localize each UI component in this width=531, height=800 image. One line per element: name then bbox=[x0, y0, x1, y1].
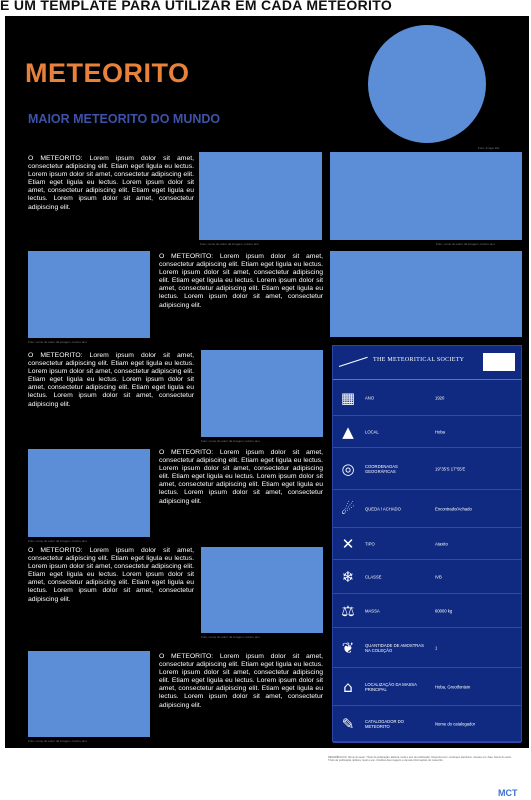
info-label: LOCAL bbox=[365, 429, 379, 434]
info-row bbox=[333, 448, 521, 490]
globe-icon: ◎ bbox=[341, 459, 355, 478]
image-placeholder bbox=[201, 547, 323, 633]
info-label: QUEDA / ACHADO bbox=[365, 506, 401, 511]
info-label: CLASSE bbox=[365, 574, 382, 579]
footer-references: REFERÊNCIAS: Nome do autor. Título da publicação. Editora, local e ano de publicação. Disponível em: endereço eletrônico. Acesso em: data. Nome do autor. Título da publicação. Editora, local e ano. Créditos das imagens e demais informações do meteorito. bbox=[328, 756, 512, 763]
image-caption: Foto: nome do autor da imagem, local e ano bbox=[28, 739, 87, 743]
body-paragraph: O METEORITO: Lorem ipsum dolor sit amet, consectetur adipiscing elit. Etiam eget ligula eu lectus. Lorem ipsum dolor sit amet, consectetur adipiscing elit. Etiam eget ligula eu lectus. Lorem ipsum dolor sit amet, consectetur adipiscing elit. Etiam eget ligula eu lectus. Lorem ipsum dolor sit amet, consectetur adipiscing elit. bbox=[159, 449, 323, 505]
calendar-icon: ▦ bbox=[340, 388, 356, 407]
info-row bbox=[333, 706, 521, 743]
header-strip-text: E UM TEMPLATE PARA UTILIZAR EM CADA METEORITO bbox=[0, 0, 393, 13]
image-caption: Foto: nome do autor da imagem, local e ano bbox=[201, 635, 260, 639]
body-paragraph: O METEORITO: Lorem ipsum dolor sit amet, consectetur adipiscing elit. Etiam eget ligula eu lectus. Lorem ipsum dolor sit amet, consectetur adipiscing elit. Etiam eget ligula eu lectus. Lorem ipsum dolor sit amet, consectetur adipiscing elit. Etiam eget ligula eu lectus. Lorem ipsum dolor sit amet, consectetur adipiscing elit. bbox=[159, 653, 323, 709]
society-name: THE METEORITICAL SOCIETY bbox=[373, 357, 465, 363]
info-value: Ataxito bbox=[435, 541, 448, 546]
image-placeholder bbox=[201, 350, 323, 437]
info-row bbox=[333, 668, 521, 706]
panel-header bbox=[333, 346, 521, 380]
mountain-icon: ▲ bbox=[342, 422, 354, 441]
poster-subtitle: MAIOR METEORITO DO MUNDO bbox=[28, 112, 221, 126]
scale-icon: ⚖ bbox=[341, 601, 355, 620]
comet-icon: ☄ bbox=[341, 499, 355, 518]
info-value: Hoba, Grootfontein bbox=[435, 684, 471, 689]
info-value: Hoba bbox=[435, 429, 446, 434]
info-row bbox=[333, 380, 521, 416]
info-label: CATALOGADOR DO METEORITO bbox=[365, 719, 404, 729]
body-paragraph: O METEORITO: Lorem ipsum dolor sit amet, consectetur adipiscing elit. Etiam eget ligula eu lectus. Lorem ipsum dolor sit amet, consectetur adipiscing elit. Etiam eget ligula eu lectus. Lorem ipsum dolor sit amet, consectetur adipiscing elit. Etiam eget ligula eu lectus. Lorem ipsum dolor sit amet, consectetur adipiscing elit. bbox=[28, 547, 194, 603]
info-label: QUANTIDADE DE AMOSTRAS NA COLEÇÃO bbox=[365, 642, 424, 653]
info-label: LOCALIZAÇÃO DA MASSA PRINCIPAL bbox=[365, 681, 417, 692]
info-value: 19°35'S 17°55'E bbox=[435, 466, 466, 471]
info-row bbox=[333, 490, 521, 528]
image-caption: Foto: nome do autor da imagem, local e ano bbox=[28, 539, 87, 543]
info-value: Nome do catalogador bbox=[435, 721, 476, 727]
body-paragraph: O METEORITO: Lorem ipsum dolor sit amet, consectetur adipiscing elit. Etiam eget ligula eu lectus. Lorem ipsum dolor sit amet, consectetur adipiscing elit. Etiam eget ligula eu lectus. Lorem ipsum dolor sit amet, consectetur adipiscing elit. Etiam eget ligula eu lectus. Lorem ipsum dolor sit amet, consectetur adipiscing elit. bbox=[28, 352, 194, 408]
info-label: MASSA bbox=[365, 608, 380, 613]
info-value: Encontrado/Achado bbox=[435, 506, 472, 511]
feather-icon: ✎ bbox=[341, 715, 355, 733]
museum-icon: ⌂ bbox=[343, 677, 353, 696]
image-placeholder bbox=[28, 651, 150, 737]
tools-icon: ✕ bbox=[341, 534, 355, 553]
society-logo bbox=[483, 353, 515, 371]
info-label: ANO bbox=[365, 395, 375, 400]
info-panel bbox=[332, 345, 522, 742]
image-caption: Foto: nome do autor da imagem, local e ano bbox=[201, 439, 260, 443]
info-value: 1 bbox=[435, 645, 438, 650]
image-placeholder bbox=[330, 152, 522, 240]
image-caption: Foto: Image title bbox=[478, 146, 500, 150]
info-row bbox=[333, 560, 521, 594]
image-caption: Foto: nome do autor da imagem, local e ano bbox=[28, 340, 87, 344]
info-row bbox=[333, 416, 521, 448]
image-caption: Foto: nome do autor da imagem, local e ano bbox=[200, 242, 259, 246]
image-caption: Foto: nome do autor da imagem, local e ano bbox=[436, 242, 495, 246]
info-row bbox=[333, 628, 521, 668]
body-paragraph: O METEORITO: Lorem ipsum dolor sit amet, consectetur adipiscing elit. Etiam eget ligula eu lectus. Lorem ipsum dolor sit amet, consectetur adipiscing elit. Etiam eget ligula eu lectus. Lorem ipsum dolor sit amet, consectetur adipiscing elit. Etiam eget ligula eu lectus. Lorem ipsum dolor sit amet, consectetur adipiscing elit. bbox=[159, 253, 323, 309]
info-label: TIPO bbox=[365, 541, 375, 546]
info-value: 60000 kg bbox=[435, 608, 453, 613]
comet-line-icon bbox=[339, 357, 368, 367]
info-value: 1920 bbox=[435, 395, 445, 400]
footer-corner-mark: MCT bbox=[498, 788, 518, 798]
snowflake-icon: ❄ bbox=[341, 567, 355, 586]
pieces-icon: ❦ bbox=[341, 638, 355, 657]
footer bbox=[0, 748, 531, 800]
image-placeholder bbox=[28, 449, 150, 537]
info-value: IVB bbox=[435, 574, 442, 579]
image-placeholder bbox=[330, 251, 522, 337]
body-paragraph: O METEORITO: Lorem ipsum dolor sit amet, consectetur adipiscing elit. Etiam eget ligula eu lectus. Lorem ipsum dolor sit amet, consectetur adipiscing elit. Etiam eget ligula eu lectus. Lorem ipsum dolor sit amet, consectetur adipiscing elit. Etiam eget ligula eu lectus. Lorem ipsum dolor sit amet, consectetur adipiscing elit. bbox=[28, 155, 194, 211]
image-placeholder bbox=[28, 251, 150, 338]
info-label: COORDENADAS GEOGRÁFICAS bbox=[365, 463, 398, 474]
info-row bbox=[333, 528, 521, 560]
image-placeholder bbox=[199, 152, 322, 240]
info-row bbox=[333, 594, 521, 628]
meteorite-round-image bbox=[368, 25, 486, 143]
poster-title: METEORITO bbox=[25, 58, 190, 88]
